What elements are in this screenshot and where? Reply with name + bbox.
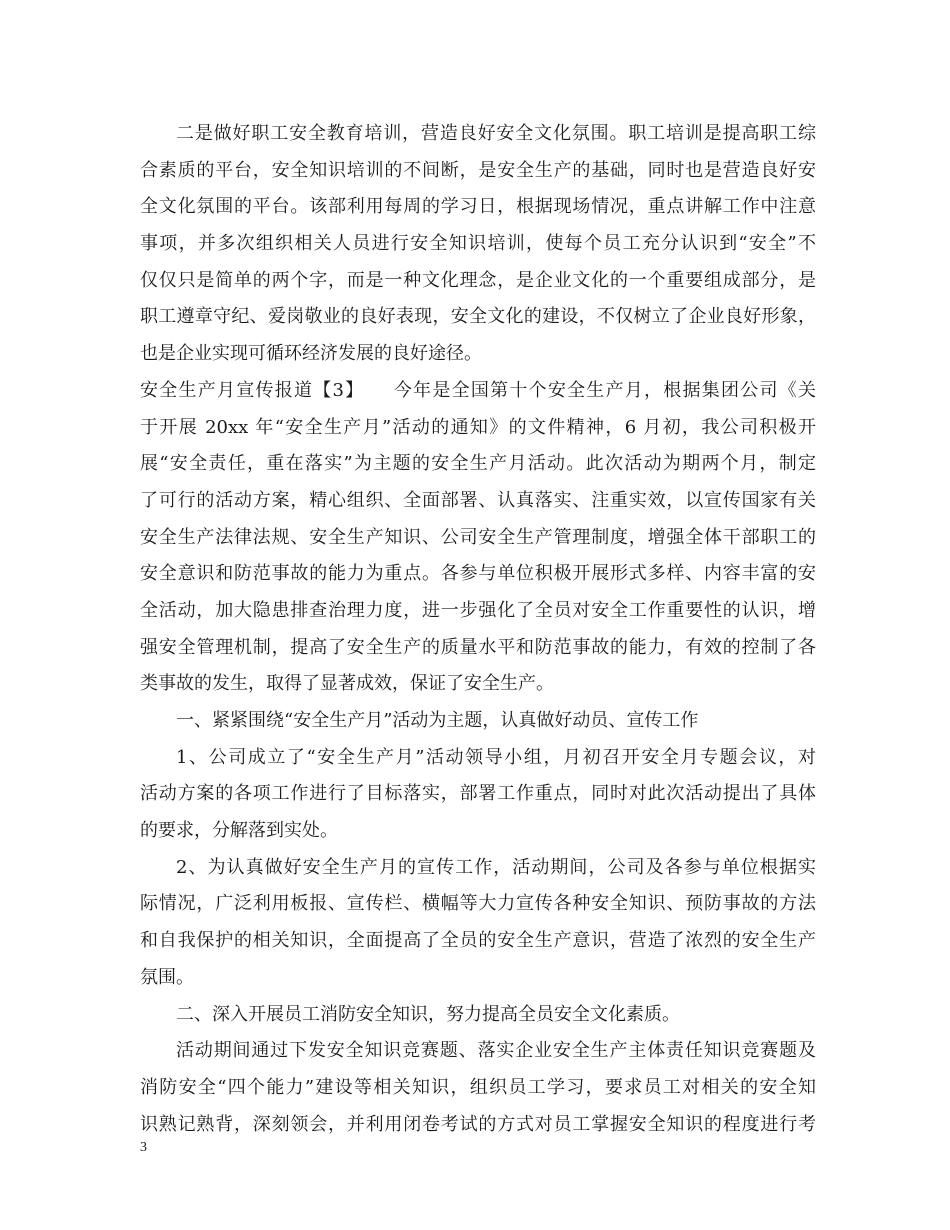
text-line: 全文化氛围的平台。该部利用每周的学习日，根据现场情况，重点讲解工作中注意 [140, 196, 816, 218]
text-line: 识熟记熟背，深刻领会，并利用闭卷考试的方式对员工掌握安全知识的程度进行考 [140, 1113, 816, 1135]
text-line: 消防安全“四个能力”建设等相关知识，组织员工学习，要求员工对相关的安全知 [140, 1076, 816, 1098]
text-line: 事项，并多次组织相关人员进行安全知识培训，使每个员工充分认识到“安全”不 [140, 233, 816, 255]
text-line: 1、公司成立了“安全生产月”活动领导小组，月初召开安全月专题会议，对 [176, 746, 816, 768]
section-heading-line: 安全生产月宣传报道【3】 今年是全国第十个安全生产月，根据集团公司《关 [140, 379, 816, 401]
text-line: 安全意识和防范事故的能力为重点。各参与单位积极开展形式多样、内容丰富的安 [140, 563, 816, 585]
document-body [140, 116, 816, 1143]
text-line: 全活动，加大隐患排查治理力度，进一步强化了全员对安全工作重要性的认识，增 [140, 599, 816, 621]
text-line: 了可行的活动方案，精心组织、全面部署、认真落实、注重实效，以宣传国家有关 [140, 489, 816, 511]
text-line: 活动期间通过下发安全知识竞赛题、落实企业安全生产主体责任知识竞赛题及 [176, 1040, 816, 1062]
text-line: 安全生产法律法规、安全生产知识、公司安全生产管理制度，增强全体干部职工的 [140, 526, 816, 548]
text-line: 活动方案的各项工作进行了目标落实，部署工作重点，同时对此次活动提出了具体 [140, 783, 816, 805]
text-line: 合素质的平台，安全知识培训的不间断，是安全生产的基础，同时也是营造良好安 [140, 159, 816, 181]
text-line: 氛围。 [140, 966, 194, 988]
text-line: 二是做好职工安全教育培训，营造良好安全文化氛围。职工培训是提高职工综 [176, 123, 816, 144]
text-line: 和自我保护的相关知识，全面提高了全员的安全生产意识，营造了浓烈的安全生产 [140, 930, 816, 952]
text-line: 展“安全责任，重在落实”为主题的安全生产月活动。此次活动为期两个月，制定 [140, 453, 816, 475]
text-line: 也是企业实现可循环经济发展的良好途径。 [140, 343, 482, 365]
text-line: 仅仅只是简单的两个字，而是一种文化理念，是企业文化的一个重要组成部分，是 [140, 269, 816, 291]
subheading-line: 二、深入开展员工消防安全知识，努力提高全员安全文化素质。 [176, 1003, 680, 1025]
text-line: 于开展 20xx 年“安全生产月”活动的通知》的文件精神，6 月初，我公司积极开 [140, 416, 816, 438]
text-line: 2、为认真做好安全生产月的宣传工作，活动期间，公司及各参与单位根据实 [176, 856, 816, 878]
text-line: 类事故的发生，取得了显著成效，保证了安全生产。 [140, 673, 554, 695]
text-line: 的要求，分解落到实处。 [140, 820, 338, 842]
text-line: 强安全管理机制，提高了安全生产的质量水平和防范事故的能力，有效的控制了各 [140, 636, 816, 658]
text-line: 职工遵章守纪、爱岗敬业的良好表现，安全文化的建设，不仅树立了企业良好形象， [140, 306, 816, 328]
subheading-line: 一、紧紧围绕“安全生产月”活动为主题，认真做好动员、宣传工作 [176, 710, 699, 731]
text-line: 际情况，广泛利用板报、宣传栏、横幅等大力宣传各种安全知识、预防事故的方法 [140, 893, 816, 915]
page-number: 3 [140, 1140, 147, 1155]
